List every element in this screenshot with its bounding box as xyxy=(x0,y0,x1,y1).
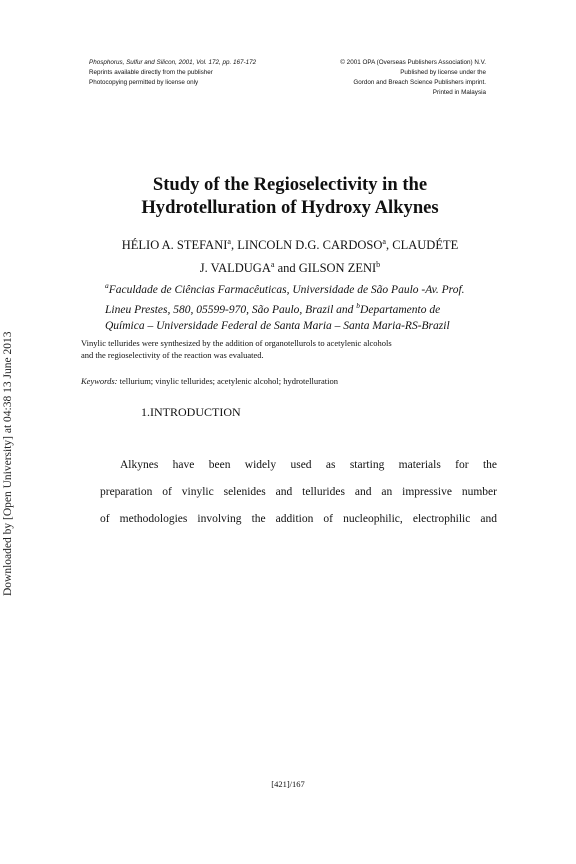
citation-line: Photocopying permitted by license only xyxy=(89,79,199,86)
section-heading: 1.INTRODUCTION xyxy=(141,405,241,419)
paper-title xyxy=(80,173,500,219)
abstract xyxy=(81,337,495,361)
affiliation-text: Faculdade de Ciências Farmacêuticas, Universidade de São Paulo -Av. Prof. xyxy=(108,283,465,296)
author-line xyxy=(80,255,500,278)
affiliation-mark: a xyxy=(227,237,232,246)
download-watermark: Downloaded by [Open University] at 04:38 13 June 2013 xyxy=(2,331,14,596)
affiliation-mark: a xyxy=(270,260,275,270)
body-line: of methodologies involving the addition of nucleophilic, electrophilic and xyxy=(100,513,497,525)
abstract-line: and the regioselectivity of the reaction was evaluated. xyxy=(81,350,264,360)
author-name: LINCOLN D.G. CARDOSO xyxy=(237,238,383,253)
separator: , xyxy=(386,238,390,253)
keywords xyxy=(81,375,495,387)
title-line: Hydrotelluration of Hydroxy Alkynes xyxy=(141,197,439,218)
page-number: [421]/167 xyxy=(271,779,305,789)
keywords-text: tellurium; vinylic tellurides; acetylenic alcohol; hydrotelluration xyxy=(117,376,338,386)
body-line: preparation of vinylic selenides and tellurides and an impressive number xyxy=(100,486,497,498)
separator: , xyxy=(231,238,235,253)
affiliation-text: Química – Universidade Federal de Santa Maria – Santa Maria-RS-Brazil xyxy=(105,319,450,332)
publisher-line: © 2001 OPA (Overseas Publishers Association) N.V. xyxy=(340,59,486,66)
publisher-line: Gordon and Breach Science Publishers imprint. xyxy=(353,79,486,86)
publisher-line: Printed in Malaysia xyxy=(432,89,486,96)
keywords-label: Keywords: xyxy=(81,376,118,386)
publisher-line: Published by license under the xyxy=(400,69,486,76)
affiliation-mark: b xyxy=(376,260,381,270)
author-name: and GILSON ZENI xyxy=(277,261,377,276)
title-line: Study of the Regioselectivity in the xyxy=(152,174,428,195)
journal-citation xyxy=(89,58,309,88)
publisher-notice xyxy=(300,58,486,98)
affiliation-text: Departamento de xyxy=(360,303,441,316)
author-name: HÉLIO A. STEFANI xyxy=(121,238,228,253)
author-name: J. VALDUGA xyxy=(199,261,271,276)
citation-line: Phosphorus, Sulfur and Silicon, 2001, Vol. 172, pp. 167-172 xyxy=(89,59,257,66)
author-line xyxy=(80,232,500,255)
affiliation-mark: b xyxy=(356,300,361,310)
affiliation-mark: a xyxy=(382,237,387,246)
affiliations xyxy=(105,278,505,334)
author-list xyxy=(80,232,500,278)
citation-line: Reprints available directly from the publisher xyxy=(89,69,213,76)
author-name: CLAUDÉTE xyxy=(392,238,459,253)
body-line: Alkynes have been widely used as starting materials for the xyxy=(120,459,497,471)
affiliation-text: Lineu Prestes, 580, 05599-970, São Paulo, Brazil and xyxy=(105,303,357,316)
abstract-line: Vinylic tellurides were synthesized by the addition of organotellurols to acetylenic alcohols xyxy=(81,338,392,348)
body-text xyxy=(100,452,497,533)
affiliation-mark: a xyxy=(105,281,109,290)
